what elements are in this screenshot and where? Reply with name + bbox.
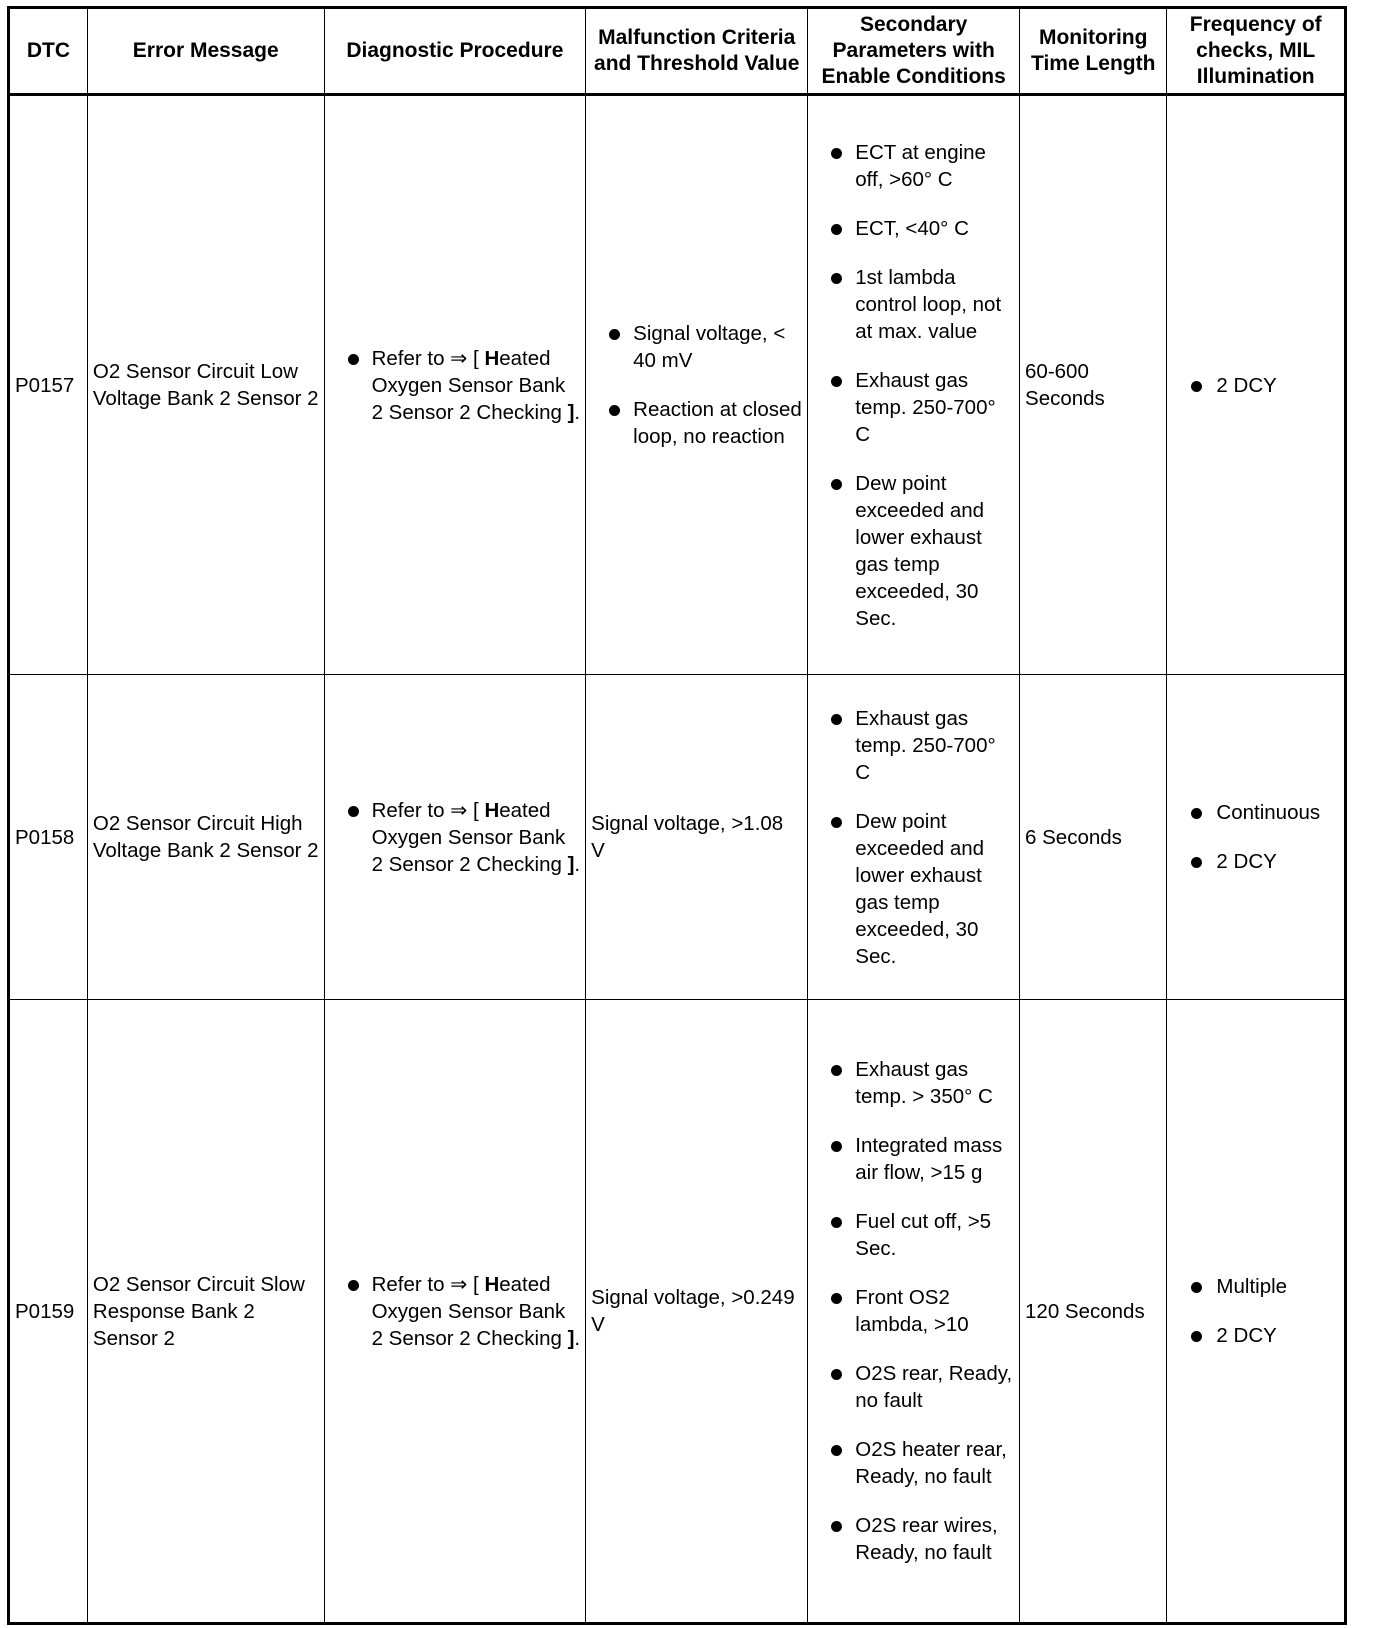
secondary-text: Dew point exceeded and lower exhaust gas temp exceeded, 30 Sec. bbox=[855, 809, 985, 968]
criteria-list bbox=[591, 320, 802, 450]
secondary-text: Front OS2 lambda, >10 bbox=[855, 1286, 969, 1336]
table-header bbox=[9, 8, 1346, 95]
list-item bbox=[813, 1284, 1014, 1338]
secondary-text: Dew point exceeded and lower exhaust gas temp exceeded, 30 Sec. bbox=[855, 471, 985, 630]
procedure-link-prefix: Refer to ⇒ [ bbox=[371, 798, 479, 822]
list-item bbox=[330, 1271, 581, 1352]
procedure-link-prefix: Refer to ⇒ [ bbox=[371, 346, 479, 370]
procedure-link-bold: H bbox=[478, 346, 500, 370]
dtc-code: P0157 bbox=[9, 95, 88, 675]
frequency bbox=[1167, 675, 1346, 1000]
list-item bbox=[1172, 372, 1339, 399]
criteria-text: Signal voltage, < 40 mV bbox=[633, 322, 786, 372]
bullet-icon bbox=[1191, 1282, 1202, 1293]
bullet-icon bbox=[831, 1293, 842, 1304]
procedure-list bbox=[330, 1271, 581, 1352]
list-item bbox=[813, 215, 1014, 242]
error-message: O2 Sensor Circuit Low Voltage Bank 2 Sensor 2 bbox=[87, 95, 324, 675]
table-body bbox=[9, 95, 1346, 1624]
list-item bbox=[813, 1360, 1014, 1414]
procedure-list bbox=[330, 797, 581, 878]
list-item bbox=[813, 1208, 1014, 1262]
dtc-table bbox=[7, 6, 1347, 1625]
bullet-icon bbox=[831, 1369, 842, 1380]
frequency bbox=[1167, 1000, 1346, 1624]
list-item bbox=[330, 797, 581, 878]
malfunction-criteria: Signal voltage, >1.08 V bbox=[586, 675, 808, 1000]
list-item bbox=[813, 1056, 1014, 1110]
secondary-text: Exhaust gas temp. 250-700° C bbox=[855, 368, 996, 446]
procedure-link-bold: H bbox=[478, 798, 500, 822]
header-malfunction-criteria: Malfunction Criteria and Threshold Value bbox=[586, 8, 808, 95]
secondary-text: Fuel cut off, >5 Sec. bbox=[855, 1210, 992, 1260]
procedure-link-bold: H bbox=[478, 1272, 500, 1296]
frequency-list bbox=[1172, 799, 1339, 875]
list-item bbox=[591, 396, 802, 450]
dtc-code: P0159 bbox=[9, 1000, 88, 1624]
header-diagnostic-procedure: Diagnostic Procedure bbox=[324, 8, 586, 95]
bullet-icon bbox=[831, 817, 842, 828]
criteria-text: Reaction at closed loop, no reaction bbox=[633, 398, 802, 448]
secondary-text: ECT, <40° C bbox=[855, 216, 969, 240]
malfunction-criteria: Signal voltage, >0.249 V bbox=[586, 1000, 808, 1624]
frequency-text: 2 DCY bbox=[1216, 373, 1277, 397]
frequency-text: Continuous bbox=[1216, 801, 1321, 824]
header-error-message: Error Message bbox=[87, 8, 324, 95]
bullet-icon bbox=[1191, 381, 1202, 392]
list-item bbox=[813, 367, 1014, 448]
bullet-icon bbox=[831, 479, 842, 490]
bullet-icon bbox=[831, 1065, 842, 1076]
list-item bbox=[1172, 1322, 1339, 1349]
bullet-icon bbox=[831, 376, 842, 387]
list-item bbox=[813, 1132, 1014, 1186]
list-item bbox=[813, 470, 1014, 632]
bullet-icon bbox=[609, 329, 620, 340]
frequency-list bbox=[1172, 372, 1339, 399]
secondary-text: O2S heater rear, Ready, no fault bbox=[855, 1438, 1007, 1488]
header-monitoring-time: Monitoring Time Length bbox=[1020, 8, 1167, 95]
secondary-list bbox=[813, 1056, 1014, 1566]
bullet-icon bbox=[348, 806, 359, 817]
procedure-link-suffix: . bbox=[574, 1326, 581, 1350]
secondary-parameters bbox=[808, 1000, 1020, 1624]
bullet-icon bbox=[831, 714, 842, 725]
header-frequency: Frequency of checks, MIL Illumination bbox=[1167, 8, 1346, 95]
list-item bbox=[813, 808, 1014, 970]
bullet-icon bbox=[348, 1280, 359, 1291]
procedure-list bbox=[330, 345, 581, 426]
list-item bbox=[1172, 1273, 1339, 1300]
procedure-link-text[interactable]: eated Oxygen Sensor Bank 2 Sensor 2 Checking bbox=[371, 798, 568, 876]
bullet-icon bbox=[1191, 1331, 1202, 1342]
bullet-icon bbox=[831, 1141, 842, 1152]
list-item bbox=[1172, 799, 1339, 826]
procedure-link-text[interactable]: eated Oxygen Sensor Bank 2 Sensor 2 Checking bbox=[371, 346, 568, 424]
procedure-link-close: ] bbox=[567, 400, 575, 424]
diagnostic-procedure bbox=[324, 1000, 586, 1624]
diagnostic-procedure bbox=[324, 675, 586, 1000]
diagnostic-procedure bbox=[324, 95, 586, 675]
bullet-icon bbox=[831, 224, 842, 235]
table-row bbox=[9, 1000, 1346, 1624]
list-item bbox=[813, 1436, 1014, 1490]
bullet-icon bbox=[831, 148, 842, 159]
bullet-icon bbox=[609, 405, 620, 416]
header-secondary-parameters: Secondary Parameters with Enable Conditions bbox=[808, 8, 1020, 95]
malfunction-criteria bbox=[586, 95, 808, 675]
list-item bbox=[813, 705, 1014, 786]
procedure-link-text[interactable]: eated Oxygen Sensor Bank 2 Sensor 2 Checking bbox=[371, 1272, 568, 1350]
secondary-parameters bbox=[808, 95, 1020, 675]
bullet-icon bbox=[831, 273, 842, 284]
bullet-icon bbox=[831, 1217, 842, 1228]
procedure-link-close: ] bbox=[567, 852, 575, 876]
procedure-link-prefix: Refer to ⇒ [ bbox=[371, 1272, 479, 1296]
list-item bbox=[330, 345, 581, 426]
frequency bbox=[1167, 95, 1346, 675]
secondary-text: Exhaust gas temp. > 350° C bbox=[855, 1058, 993, 1108]
procedure-link-suffix: . bbox=[574, 852, 581, 876]
list-item bbox=[813, 1512, 1014, 1566]
list-item bbox=[1172, 848, 1339, 875]
bullet-icon bbox=[348, 354, 359, 365]
frequency-text: 2 DCY bbox=[1216, 850, 1277, 873]
bullet-icon bbox=[1191, 808, 1202, 819]
list-item bbox=[813, 264, 1014, 345]
error-message: O2 Sensor Circuit High Voltage Bank 2 Sensor 2 bbox=[87, 675, 324, 1000]
procedure-link-close: ] bbox=[567, 1326, 575, 1350]
error-message: O2 Sensor Circuit Slow Response Bank 2 Sensor 2 bbox=[87, 1000, 324, 1624]
bullet-icon bbox=[831, 1445, 842, 1456]
monitoring-time: 6 Seconds bbox=[1020, 675, 1167, 1000]
monitoring-time: 120 Seconds bbox=[1020, 1000, 1167, 1624]
secondary-text: O2S rear, Ready, no fault bbox=[855, 1362, 1013, 1412]
table-row bbox=[9, 675, 1346, 1000]
bullet-icon bbox=[831, 1521, 842, 1532]
secondary-text: 1st lambda control loop, not at max. value bbox=[855, 265, 1002, 343]
table-row bbox=[9, 95, 1346, 675]
secondary-parameters bbox=[808, 675, 1020, 1000]
list-item bbox=[813, 139, 1014, 193]
secondary-list bbox=[813, 705, 1014, 970]
list-item bbox=[591, 320, 802, 374]
dtc-code: P0158 bbox=[9, 675, 88, 1000]
secondary-text: Integrated mass air flow, >15 g bbox=[855, 1134, 1003, 1184]
secondary-text: O2S rear wires, Ready, no fault bbox=[855, 1514, 998, 1564]
frequency-text: 2 DCY bbox=[1216, 1324, 1277, 1347]
header-dtc: DTC bbox=[9, 8, 88, 95]
header-row bbox=[9, 8, 1346, 95]
bullet-icon bbox=[1191, 857, 1202, 868]
secondary-list bbox=[813, 139, 1014, 632]
secondary-text: ECT at engine off, >60° C bbox=[855, 140, 986, 191]
frequency-list bbox=[1172, 1273, 1339, 1349]
monitoring-time: 60-600 Seconds bbox=[1020, 95, 1167, 675]
procedure-link-suffix: . bbox=[574, 400, 581, 424]
secondary-text: Exhaust gas temp. 250-700° C bbox=[855, 706, 996, 784]
frequency-text: Multiple bbox=[1216, 1275, 1288, 1298]
